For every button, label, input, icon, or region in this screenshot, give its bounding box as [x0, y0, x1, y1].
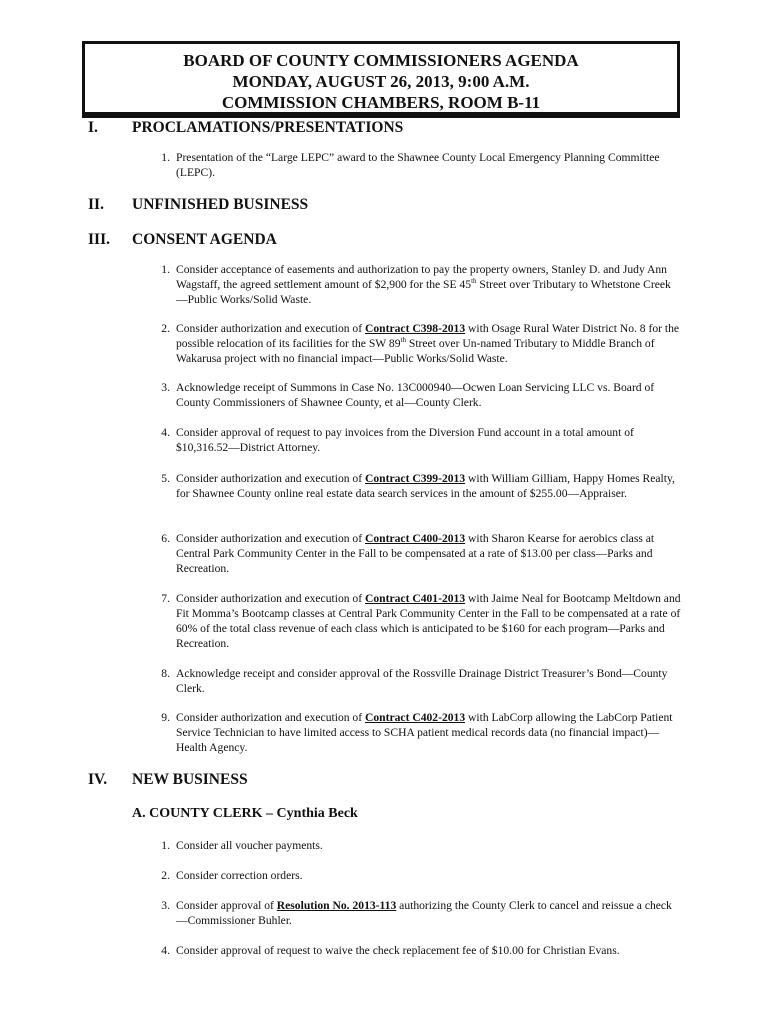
meeting-location: COMMISSION CHAMBERS, ROOM B-11 — [221, 93, 541, 112]
item-text: Consider approval of — [176, 899, 277, 912]
agenda-header — [82, 41, 680, 115]
item-text: Consider authorization and execution of — [176, 711, 365, 724]
consent-item — [150, 321, 682, 366]
item-text: Consider authorization and execution of — [176, 532, 365, 545]
new-business-item — [150, 838, 682, 853]
item-number: 2. — [161, 869, 170, 882]
section-title: NEW BUSINESS — [132, 771, 248, 788]
new-business-item — [150, 943, 682, 958]
section-consent-agenda — [88, 231, 277, 249]
item-number: 1. — [161, 263, 170, 276]
item-text: Consider all voucher payments. — [176, 839, 323, 852]
agenda-title: BOARD OF COUNTY COMMISSIONERS AGENDA — [183, 51, 579, 70]
item-text: Consider acceptance of easements and authorization to pay the property owners, Stanley D. and Judy Ann Wagstaff, the agreed settlement amount of $2,900 for the SE 45 — [176, 263, 667, 291]
new-business-item — [150, 868, 682, 883]
ordinal-suffix: th — [471, 277, 477, 286]
item-number: 5. — [161, 472, 170, 485]
section-number: II. — [88, 196, 104, 213]
contract-reference: Contract C400-2013 — [365, 532, 466, 545]
item-text: Acknowledge receipt of Summons in Case No. 13C000940—Ocwen Loan Servicing LLC vs. Board of County Commissioners of Shawnee County, et al—County Clerk. — [176, 381, 655, 409]
consent-item — [150, 591, 682, 651]
item-text-cont: with William Gilliam, Happy Homes Realty, for Shawnee County online real estate data search services in the amount of $255.00—Appraiser. — [176, 472, 675, 500]
section-proclamations — [88, 119, 403, 137]
consent-item — [150, 425, 682, 455]
item-text: Consider authorization and execution of — [176, 472, 365, 485]
item-text: Consider correction orders. — [176, 869, 303, 882]
item-text: Consider approval of request to pay invoices from the Diversion Fund account in a total amount of $10,316.52—District Attorney. — [176, 426, 634, 454]
item-text-cont: authorizing the County Clerk to cancel and reissue a check—Commissioner Buhler. — [176, 899, 672, 927]
item-text-cont: with Sharon Kearse for aerobics class at Central Park Community Center in the Fall to be compensated at a rate of $13.00 per class—Parks and Recreation. — [176, 532, 655, 575]
consent-item — [150, 262, 682, 307]
consent-item — [150, 531, 682, 576]
item-text: Presentation of the “Large LEPC” award to the Shawnee County Local Emergency Planning Committee (LEPC). — [176, 151, 660, 179]
resolution-reference: Resolution No. 2013-113 — [276, 899, 397, 912]
item-number: 6. — [161, 532, 170, 545]
item-text-cont: with Jaime Neal for Bootcamp Meltdown and Fit Momma’s Bootcamp classes at Central Park Community Center in the Fall to be compensated at a rate of 60% of the total class revenue of each class which is anticipated to be $160 for each program—Parks and Recreation. — [176, 592, 681, 650]
ordinal-suffix: th — [400, 336, 406, 345]
new-business-item — [150, 898, 682, 928]
section-new-business — [88, 771, 248, 789]
contract-reference: Contract C399-2013 — [365, 472, 466, 485]
consent-item — [150, 380, 682, 410]
section-title: PROCLAMATIONS/PRESENTATIONS — [132, 119, 404, 136]
item-number: 9. — [161, 711, 170, 724]
item-text-cont: Street over Tributary to Whetstone Creek—Public Works/Solid Waste. — [176, 278, 671, 306]
item-number: 2. — [161, 322, 170, 335]
item-number: 7. — [161, 592, 170, 605]
item-text: Consider authorization and execution of — [176, 592, 365, 605]
contract-reference: Contract C402-2013 — [365, 711, 466, 724]
item-text: Consider approval of request to waive the check replacement fee of $10.00 for Christian Evans. — [176, 944, 620, 957]
item-number: 1. — [161, 839, 170, 852]
consent-item — [150, 666, 682, 696]
contract-reference: Contract C401-2013 — [365, 592, 466, 605]
item-text-cont: with Osage Rural Water District No. 8 for the possible relocation of its facilities for the SW 89 — [176, 322, 680, 350]
section-unfinished-business — [88, 196, 308, 214]
item-text: Acknowledge receipt and consider approval of the Rossville Drainage District Treasurer’s Bond—County Clerk. — [176, 667, 668, 695]
item-number: 8. — [161, 667, 170, 680]
item-number: 3. — [161, 381, 170, 394]
section-title: CONSENT AGENDA — [132, 231, 277, 248]
consent-item — [150, 471, 682, 501]
section-title: UNFINISHED BUSINESS — [132, 196, 309, 213]
item-number: 4. — [161, 944, 170, 957]
meeting-date: MONDAY, AUGUST 26, 2013, 9:00 A.M. — [232, 72, 530, 91]
section-number: III. — [88, 231, 110, 248]
county-clerk-subheading: A. COUNTY CLERK – Cynthia Beck — [132, 806, 358, 821]
section-number: I. — [88, 119, 98, 136]
proclamation-item — [150, 150, 682, 180]
item-text-end: Street over Un-named Tributary to Middle Branch of Wakarusa project with no financial impact—Public Works/Solid Waste. — [176, 337, 655, 365]
item-number: 1. — [161, 151, 170, 164]
item-text-cont: with LabCorp allowing the LabCorp Patient Service Technician to have limited access to SCHA patient medical records data (no financial impact)—Health Agency. — [176, 711, 673, 754]
consent-item — [150, 710, 682, 755]
item-number: 4. — [161, 426, 170, 439]
section-number: IV. — [88, 771, 108, 788]
item-number: 3. — [161, 899, 170, 912]
contract-reference: Contract C398-2013 — [365, 322, 466, 335]
item-text: Consider authorization and execution of — [176, 322, 365, 335]
